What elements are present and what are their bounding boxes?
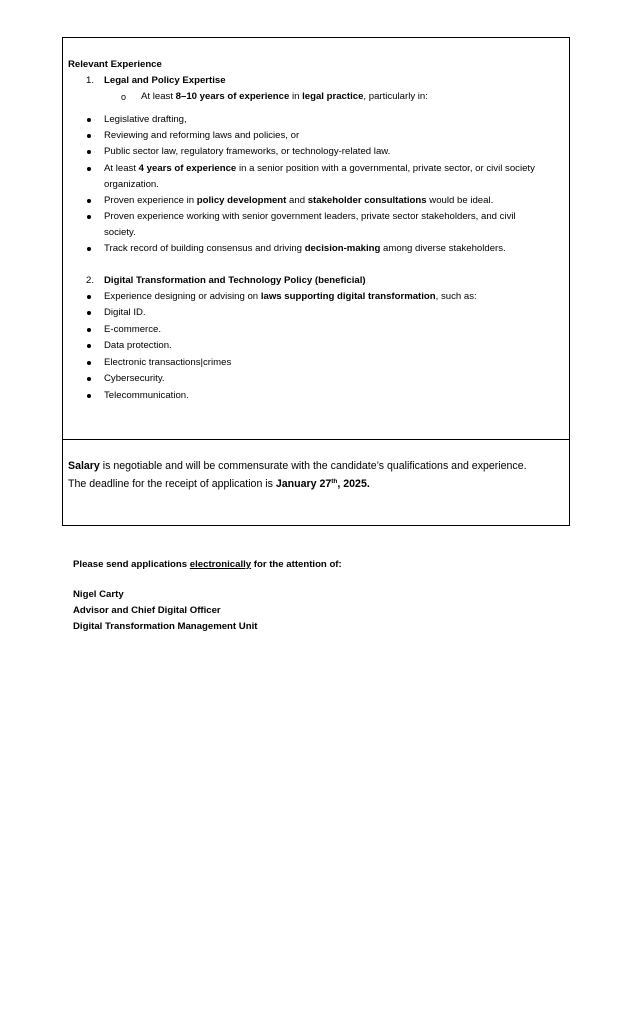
list-item: Digital ID. bbox=[104, 307, 146, 318]
list-item: Proven experience working with senior government leaders, private sector stakeholders, and civil bbox=[104, 211, 516, 222]
list-item: E-commerce. bbox=[104, 324, 162, 335]
subsection-title: Legal and Policy Expertise bbox=[104, 75, 226, 86]
deadline-text: The deadline for the receipt of application is January 27th, 2025. bbox=[68, 478, 370, 490]
list-item: Proven experience in policy development and stakeholder consultations would be ideal. bbox=[104, 195, 494, 206]
bullet-icon bbox=[87, 311, 91, 315]
list-item: Reviewing and reforming laws and policies, or bbox=[104, 130, 300, 141]
bullet-icon bbox=[87, 394, 91, 398]
bullet-icon bbox=[87, 295, 91, 299]
bullet-icon bbox=[87, 199, 91, 203]
contact-title: Advisor and Chief Digital Officer bbox=[73, 605, 221, 616]
contact-unit: Digital Transformation Management Unit bbox=[73, 621, 258, 632]
section-heading: Relevant Experience bbox=[68, 59, 162, 70]
bullet-icon bbox=[87, 134, 91, 138]
circle-bullet-icon: o bbox=[121, 92, 127, 102]
bullet-icon bbox=[87, 150, 91, 154]
subsection-title: Digital Transformation and Technology Policy (beneficial) bbox=[104, 275, 366, 286]
bullet-icon bbox=[87, 215, 91, 219]
list-item: Telecommunication. bbox=[104, 390, 189, 401]
list-item: Electronic transactions|crimes bbox=[104, 357, 232, 368]
list-item: Cybersecurity. bbox=[104, 373, 165, 384]
bullet-icon bbox=[87, 167, 91, 171]
list-item: Data protection. bbox=[104, 340, 172, 351]
list-item-continuation: society. bbox=[104, 227, 136, 238]
bullet-icon bbox=[87, 118, 91, 122]
bullet-icon bbox=[87, 328, 91, 332]
list-item-continuation: organization. bbox=[104, 179, 159, 190]
bullet-icon bbox=[87, 344, 91, 348]
contact-intro: Please send applications electronically for the attention of: bbox=[73, 559, 342, 570]
salary-text: Salary is negotiable and will be commensurate with the candidate’s qualifications and experience. bbox=[68, 460, 527, 472]
contact-name: Nigel Carty bbox=[73, 589, 124, 600]
list-number: 2. bbox=[86, 275, 95, 286]
list-item: Experience designing or advising on laws supporting digital transformation, such as: bbox=[104, 291, 477, 302]
bullet-icon bbox=[87, 361, 91, 365]
list-item: At least 8–10 years of experience in legal practice, particularly in: bbox=[141, 91, 428, 102]
bullet-icon bbox=[87, 247, 91, 251]
list-item: At least 4 years of experience in a senior position with a governmental, private sector, or civil society bbox=[104, 163, 535, 174]
list-item: Public sector law, regulatory frameworks, or technology-related law. bbox=[104, 146, 391, 157]
list-item: Legislative drafting, bbox=[104, 114, 187, 125]
list-number: 1. bbox=[86, 75, 95, 86]
bullet-icon bbox=[87, 377, 91, 381]
list-item: Track record of building consensus and driving decision-making among diverse stakeholders. bbox=[104, 243, 506, 254]
